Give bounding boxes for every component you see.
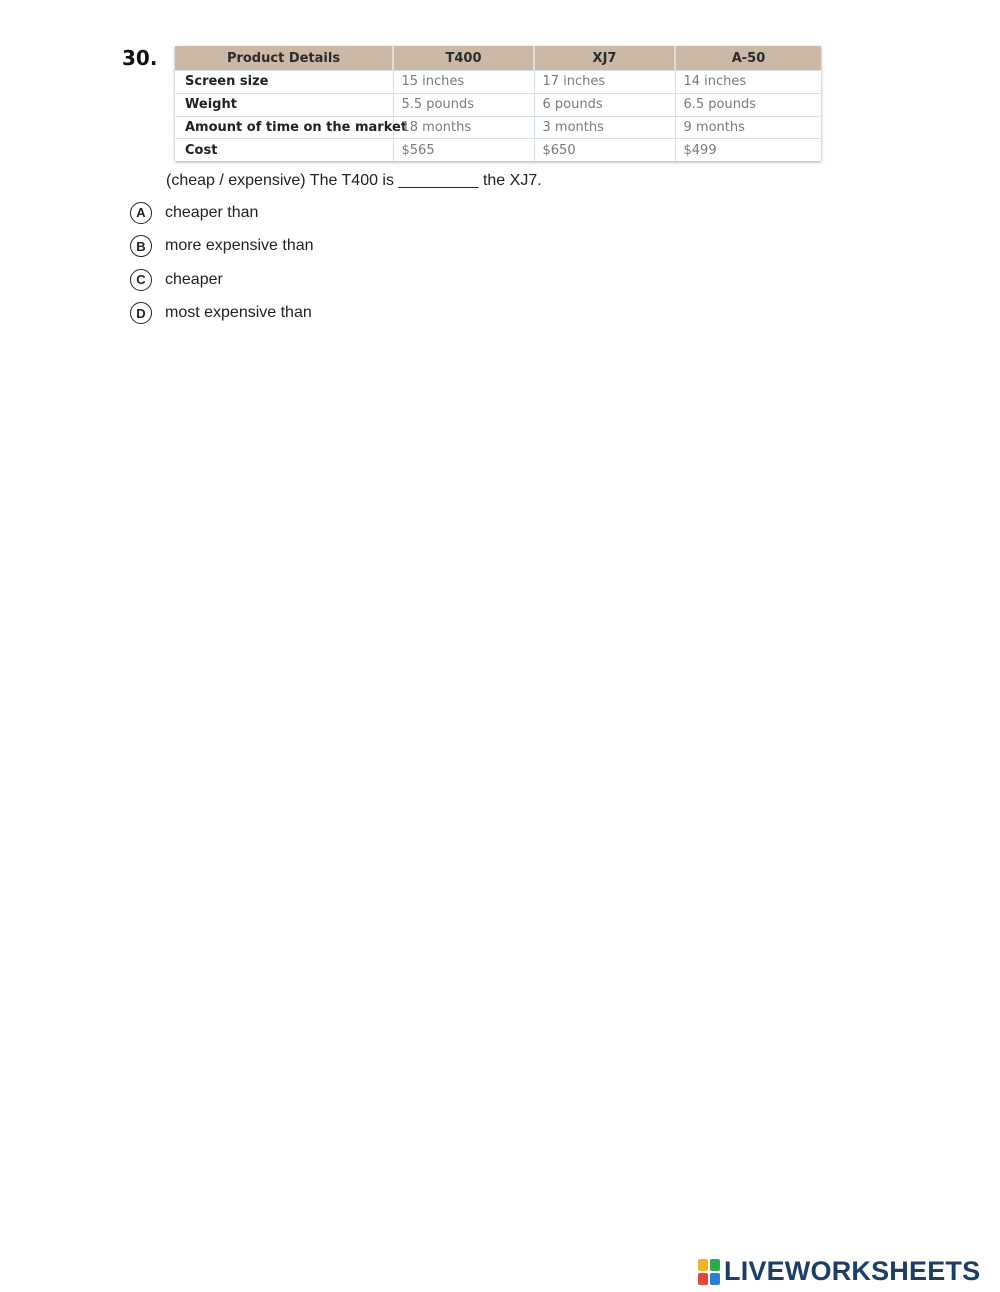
table-cell: $650	[534, 139, 675, 161]
table-cell: 17 inches	[534, 71, 675, 94]
option-b[interactable]	[130, 234, 314, 259]
row-label: Amount of time on the market	[175, 116, 393, 139]
liveworksheets-logo	[698, 1256, 980, 1287]
row-label: Cost	[175, 139, 393, 161]
option-letter-circle[interactable]: A	[130, 202, 152, 224]
option-d[interactable]	[130, 301, 314, 326]
header-a50: A-50	[675, 46, 821, 71]
logo-block	[710, 1273, 720, 1285]
table-cell: 18 months	[393, 116, 534, 139]
table-cell: $565	[393, 139, 534, 161]
logo-block	[698, 1259, 708, 1271]
option-a[interactable]	[130, 200, 314, 225]
option-c[interactable]	[130, 267, 314, 292]
option-letter-circle[interactable]: B	[130, 235, 152, 257]
table-cell: 6.5 pounds	[675, 93, 821, 116]
product-details-table	[175, 46, 821, 161]
table-row	[175, 93, 821, 116]
table-cell: 3 months	[534, 116, 675, 139]
details-table	[175, 46, 821, 161]
row-label: Screen size	[175, 71, 393, 94]
table-cell: 15 inches	[393, 71, 534, 94]
option-text[interactable]: cheaper than	[165, 203, 259, 221]
question-number: 30.	[122, 46, 158, 70]
table-cell: 14 inches	[675, 71, 821, 94]
header-product-details: Product Details	[175, 46, 393, 71]
row-label: Weight	[175, 93, 393, 116]
logo-blocks-icon	[698, 1259, 720, 1285]
table-row	[175, 139, 821, 161]
table-cell: 6 pounds	[534, 93, 675, 116]
table-cell: 9 months	[675, 116, 821, 139]
table-header-row	[175, 46, 821, 71]
option-text[interactable]: more expensive than	[165, 237, 314, 254]
logo-block	[698, 1273, 708, 1285]
option-letter-circle[interactable]: C	[130, 269, 152, 291]
table-cell: $499	[675, 139, 821, 161]
header-t400: T400	[393, 46, 534, 71]
logo-block	[710, 1259, 720, 1271]
option-text[interactable]: most expensive than	[165, 304, 312, 321]
table-row	[175, 71, 821, 94]
answer-options	[130, 200, 314, 334]
table-cell: 5.5 pounds	[393, 93, 534, 116]
table-row	[175, 116, 821, 139]
logo-text: LIVEWORKSHEETS	[724, 1256, 981, 1286]
header-xj7: XJ7	[534, 46, 675, 71]
option-letter-circle[interactable]: D	[130, 302, 152, 324]
question-text: (cheap / expensive) The T400 is _________ the XJ7.	[166, 172, 542, 189]
option-text[interactable]: cheaper	[165, 270, 223, 288]
